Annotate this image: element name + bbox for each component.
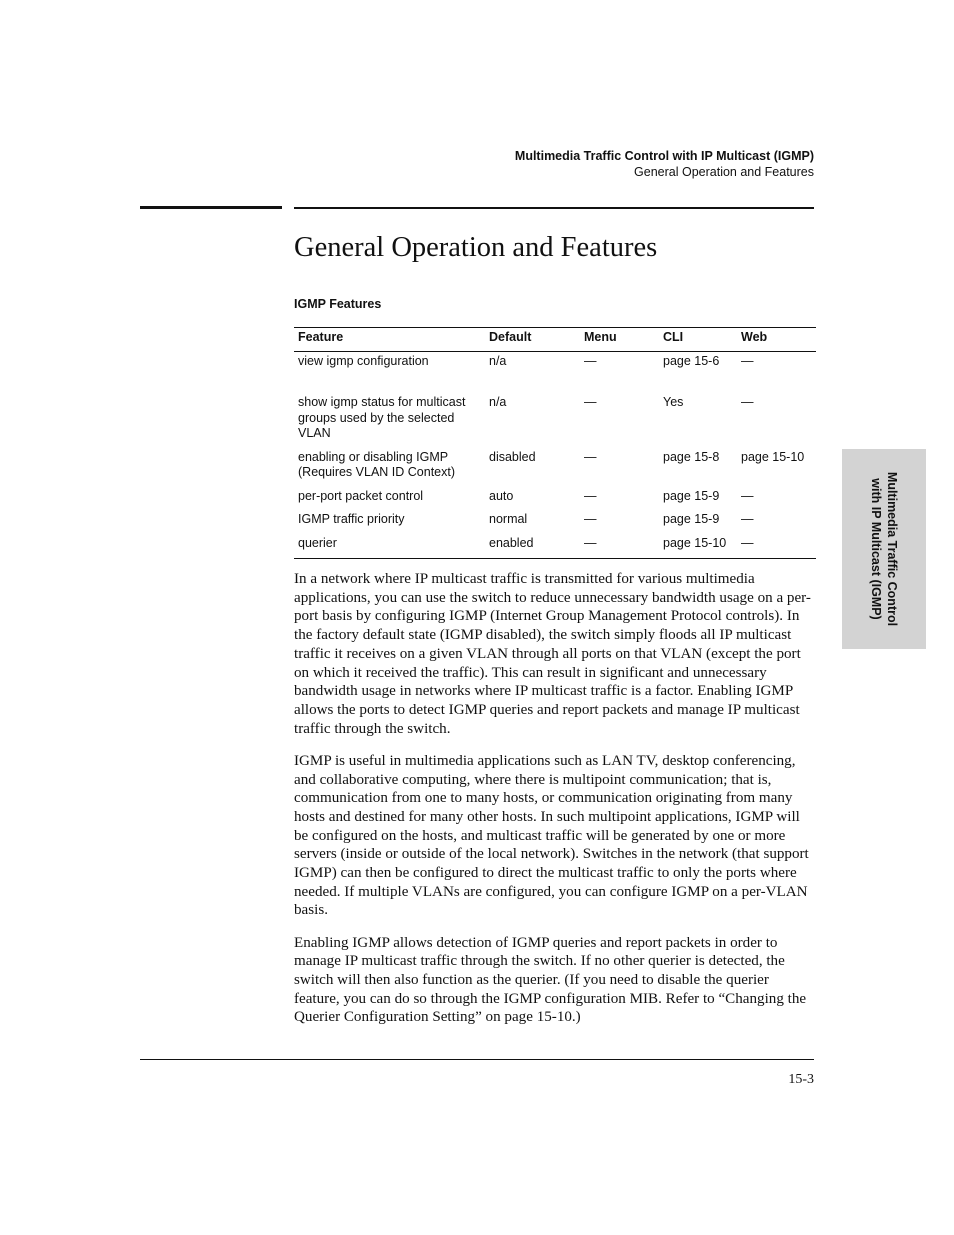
- cell-default: n/a: [489, 353, 507, 368]
- cell-cli: page 15-6: [663, 353, 720, 368]
- cell-web: —: [741, 395, 754, 409]
- table-row: [294, 535, 816, 559]
- column-header-web: Web: [737, 328, 816, 352]
- footer-rule: [140, 1059, 814, 1060]
- cell-cli: page 15-10: [663, 535, 727, 550]
- cell-default: n/a: [489, 395, 507, 409]
- side-tab-label: [868, 472, 900, 626]
- column-header-feature: Feature: [294, 328, 485, 352]
- cell-default: auto: [489, 488, 514, 503]
- header-rule-long: [294, 207, 814, 209]
- column-header-menu: Menu: [580, 328, 659, 352]
- cell-feature: querier: [298, 535, 337, 550]
- table-row: [294, 488, 816, 512]
- cell-menu: —: [584, 488, 597, 503]
- table-row: [294, 394, 816, 449]
- table-row: [294, 511, 816, 535]
- cell-menu: —: [584, 535, 597, 550]
- cell-feature: view igmp configuration: [298, 353, 429, 368]
- body-paragraph: Enabling IGMP allows detection of IGMP queries and report packets in order to manage IP multicast traffic through the switch. If no other querier is detected, the switch will then also function as the querier. (If you need to disable the querier feature, you can do so through the IGMP configuration MIB. Refer to “Changing the Querier Configuration Setting” on page 15-10.): [294, 934, 807, 1026]
- side-tab-line-1: Multimedia Traffic Control: [885, 471, 899, 627]
- header-rule-short: [140, 206, 282, 209]
- cell-feature: show igmp status for multicast groups used by the selected VLAN: [298, 395, 466, 440]
- column-header-default: Default: [485, 328, 580, 352]
- page-title: General Operation and Features: [294, 232, 658, 263]
- cell-default: disabled: [489, 449, 536, 464]
- cell-cli: page 15-9: [663, 512, 720, 526]
- cell-cli: page 15-9: [663, 488, 720, 503]
- table-row: [294, 449, 816, 488]
- cell-cli: Yes: [663, 395, 684, 409]
- cell-cli: page 15-8: [663, 449, 720, 464]
- running-head-chapter: Multimedia Traffic Control with IP Multicast (IGMP): [514, 149, 814, 163]
- page-number: 15-3: [788, 1072, 814, 1087]
- cell-menu: —: [584, 395, 597, 409]
- igmp-features-table: [294, 327, 816, 559]
- cell-default: enabled: [489, 535, 534, 550]
- running-head: [515, 148, 814, 180]
- cell-web: —: [741, 535, 754, 550]
- cell-web: —: [741, 353, 754, 368]
- cell-feature: enabling or disabling IGMP (Requires VLAN ID Context): [298, 449, 456, 479]
- body-paragraph: IGMP is useful in multimedia applications such as LAN TV, desktop conferencing, and collaborative computing, where there is multipoint communication; that is, communication from one to many hosts, or communication originating from many hosts and destined for many other hosts. In such multipoint applications, IGMP will be configured on the hosts, and multicast traffic will be generated by one or more servers (inside or outside of the local network). Switches in the network (that support IGMP) can then be configured to direct the multicast traffic to only the ports where needed. If multiple VLANs are configured, you can configure IGMP on a per-VLAN basis.: [294, 752, 809, 919]
- body-text: [294, 570, 816, 1041]
- cell-feature: IGMP traffic priority: [298, 512, 405, 526]
- column-header-cli: CLI: [659, 328, 737, 352]
- cell-feature: per-port packet control: [298, 488, 424, 503]
- cell-menu: —: [584, 512, 597, 526]
- cell-menu: —: [584, 353, 597, 368]
- table-header-row: [294, 328, 816, 352]
- cell-web: —: [741, 488, 754, 503]
- cell-web: page 15-10: [741, 449, 805, 464]
- chapter-side-tab: [842, 449, 926, 649]
- body-paragraph: In a network where IP multicast traffic is transmitted for various multimedia applications, you can use the switch to reduce unnecessary bandwidth usage on a per-port basis by configuring IGMP (Internet Group Management Protocol controls). In the factory default state (IGMP disabled), the switch simply floods all IP multicast traffic it receives on a given VLAN through all ports on that VLAN (except the port on which it received the traffic). This can result in significant and unnecessary bandwidth usage in networks where IP multicast traffic is a factor. Enabling IGMP allows the ports to detect IGMP queries and report packets and manage IP multicast traffic through the switch.: [294, 571, 811, 737]
- table-row: [294, 351, 816, 394]
- side-tab-line-2: with IP Multicast (IGMP): [869, 478, 883, 620]
- cell-default: normal: [489, 512, 528, 526]
- running-head-section: General Operation and Features: [634, 165, 814, 179]
- cell-menu: —: [584, 449, 597, 464]
- table-caption: IGMP Features: [294, 297, 382, 311]
- cell-web: —: [741, 512, 754, 526]
